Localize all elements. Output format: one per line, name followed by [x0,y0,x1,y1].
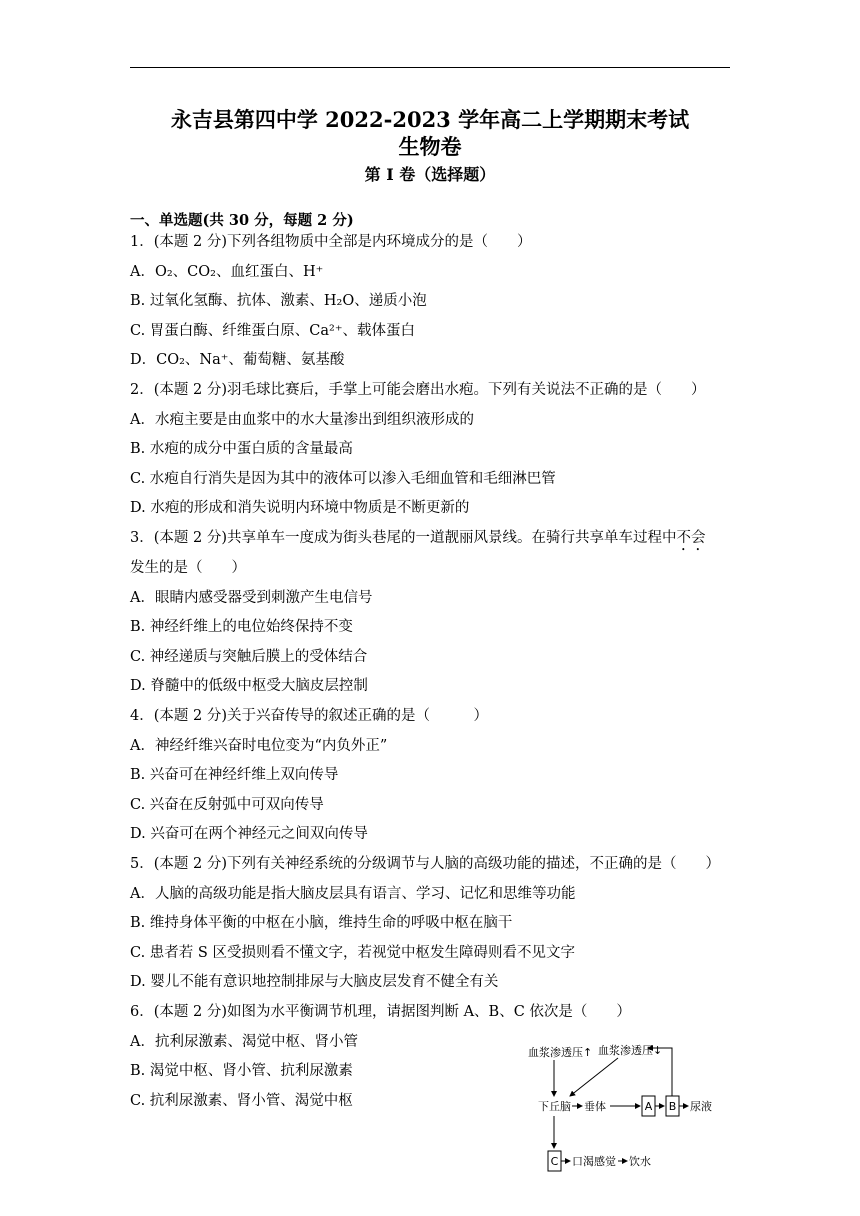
question-stem: 1．(本题 2 分)下列各组物质中全部是内环境成分的是（ ） [130,234,532,250]
question-stem: 2．(本题 2 分)羽毛球比赛后，手掌上可能会磨出水疱。下列有关说法不正确的是（ ） [130,382,706,398]
box-a-label: A [644,1100,653,1113]
drink-label: 饮水 [629,1155,651,1168]
option: B. 水疱的成分中蛋白质的含量最高 [130,441,353,457]
question-stem-part: 3．(本题 2 分)共享单车一度成为街头巷尾的一道靓丽风景线。在骑行共享单车过程中 [130,530,677,546]
question-stem [130,529,705,554]
question-stem: 5．(本题 2 分)下列有关神经系统的分级调节与人脑的高级功能的描述，不正确的是（ ） [130,856,720,872]
pituitary-label: 垂体 [584,1100,606,1113]
option: A．人脑的高级功能是指大脑皮层具有语言、学习、记忆和思维等功能 [130,886,576,902]
part-title: 第 I 卷（选择题） [364,165,496,184]
option: C. 胃蛋白酶、纤维蛋白原、Ca²⁺、载体蛋白 [130,323,415,339]
option: C. 兴奋在反射弧中可双向传导 [130,797,324,813]
option: D．CO₂、Na⁺、葡萄糖、氨基酸 [130,352,345,368]
box-c-label: C [550,1155,559,1168]
option: B. 兴奋可在神经纤维上双向传导 [130,767,339,783]
option: B. 神经纤维上的电位始终保持不变 [130,619,353,635]
option: D. 婴儿不能有意识地控制排尿与大脑皮层发育不健全有关 [130,974,499,990]
option: A．眼睛内感受器受到刺激产生电信号 [130,590,373,606]
option: A．抗利尿激素、渴觉中枢、肾小管 [130,1034,358,1050]
option: C. 水疱自行消失是因为其中的液体可以渗入毛细血管和毛细淋巴管 [130,471,556,487]
hypothalamus-label: 下丘脑 [538,1100,571,1113]
exam-title: 永吉县第四中学 2022-2023 学年高二上学期期末考试 [170,107,690,132]
urine-label: 尿液 [690,1100,712,1113]
exam-subject: 生物卷 [398,134,462,159]
header-rule [130,67,730,68]
emphasized-word: 不会 [676,530,706,546]
option: D. 水疱的形成和消失说明内环境中物质是不断更新的 [130,500,470,516]
option: B. 渴觉中枢、肾小管、抗利尿激素 [130,1063,353,1079]
question-stem: 6．(本题 2 分)如图为水平衡调节机理，请据图判断 A、B、C 依次是（ ） [130,1004,631,1020]
question-stem: 4．(本题 2 分)关于兴奋传导的叙述正确的是（ ） [130,708,488,724]
option: C. 患者若 S 区受损则看不懂文字，若视觉中枢发生障碍则看不见文字 [130,945,575,961]
water-balance-diagram [520,1038,730,1178]
plasma-osmolarity-up-label: 血浆渗透压↑ [528,1046,593,1059]
plasma-osmolarity-down-label: 血浆渗透压↓ [598,1044,663,1057]
option: D. 兴奋可在两个神经元之间双向传导 [130,826,368,842]
option: A．神经纤维兴奋时电位变为“内负外正” [130,738,388,754]
option: D. 脊髓中的低级中枢受大脑皮层控制 [130,678,368,694]
option: C. 抗利尿激素、肾小管、渴觉中枢 [130,1093,353,1109]
box-b-label: B [668,1100,677,1113]
option: A．O₂、CO₂、血红蛋白、H⁺ [130,264,324,280]
arrow [570,1058,618,1096]
option: B. 维持身体平衡的中枢在小脑，维持生命的呼吸中枢在脑干 [130,915,513,931]
question-stem-continuation: 发生的是（ ） [130,560,246,576]
section-heading: 一、单选题(共 30 分，每题 2 分) [130,212,354,229]
thirst-label: 口渴感觉 [572,1155,616,1168]
option: B. 过氧化氢酶、抗体、激素、H₂O、递质小泡 [130,293,427,309]
option: A．水疱主要是由血浆中的水大量渗出到组织液形成的 [130,412,474,428]
option: C. 神经递质与突触后膜上的受体结合 [130,649,368,665]
